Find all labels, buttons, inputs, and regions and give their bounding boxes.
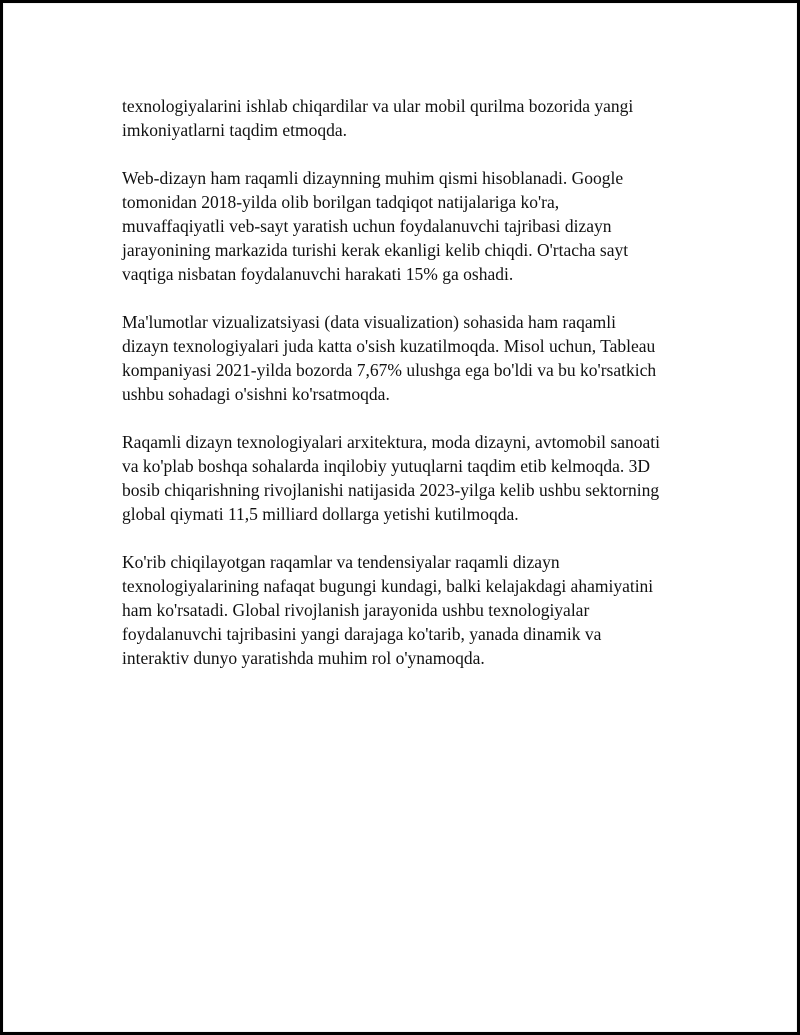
text-line: va ko'plab boshqa sohalarda inqilobiy yutuqlarni taqdim etib kelmoqda. 3D: [122, 456, 651, 476]
text-line: jarayonining markazida turishi kerak ekanligi kelib chiqdi. O'rtacha sayt: [122, 240, 629, 260]
text-line: Ma'lumotlar vizualizatsiyasi (data visualization) sohasida ham raqamli: [122, 312, 616, 332]
text-line: texnologiyalarining nafaqat bugungi kundagi, balki kelajakdagi ahamiyatini: [122, 576, 654, 596]
text-line: Web-dizayn ham raqamli dizaynning muhim qismi hisoblanadi. Google: [122, 168, 624, 188]
text-line: tomonidan 2018-yilda olib borilgan tadqiqot natijalariga ko'ra,: [122, 192, 560, 212]
text-line: texnologiyalarini ishlab chiqardilar va ular mobil qurilma bozorida yangi: [122, 96, 634, 116]
text-line: ushbu sohadagi o'sishni ko'rsatmoqda.: [122, 384, 390, 404]
text-line: Raqamli dizayn texnologiyalari arxitektura, moda dizayni, avtomobil sanoati: [122, 432, 660, 452]
paragraph-4: [122, 430, 702, 526]
text-line: vaqtiga nisbatan foydalanuvchi harakati 15% ga oshadi.: [122, 264, 514, 284]
text-line: imkoniyatlarni taqdim etmoqda.: [122, 120, 348, 140]
text-line: interaktiv dunyo yaratishda muhim rol o'ynamoqda.: [122, 648, 485, 668]
text-line: ham ko'rsatadi. Global rivojlanish jarayonida ushbu texnologiyalar: [122, 600, 590, 620]
paragraph-3: [122, 310, 702, 406]
document-body: [122, 94, 702, 694]
text-line: kompaniyasi 2021-yilda bozorda 7,67% ulushga ega bo'ldi va bu ko'rsatkich: [122, 360, 657, 380]
text-line: muvaffaqiyatli veb-sayt yaratish uchun foydalanuvchi tajribasi dizayn: [122, 216, 612, 236]
text-line: Ko'rib chiqilayotgan raqamlar va tendensiyalar raqamli dizayn: [122, 552, 560, 572]
paragraph-5: [122, 550, 702, 670]
paragraph-2: [122, 166, 702, 286]
paragraph-1: [122, 94, 702, 142]
text-line: dizayn texnologiyalari juda katta o'sish kuzatilmoqda. Misol uchun, Tableau: [122, 336, 656, 356]
text-line: foydalanuvchi tajribasini yangi darajaga ko'tarib, yanada dinamik va: [122, 624, 602, 644]
text-line: bosib chiqarishning rivojlanishi natijasida 2023-yilga kelib ushbu sektorning: [122, 480, 660, 500]
text-line: global qiymati 11,5 milliard dollarga yetishi kutilmoqda.: [122, 504, 519, 524]
